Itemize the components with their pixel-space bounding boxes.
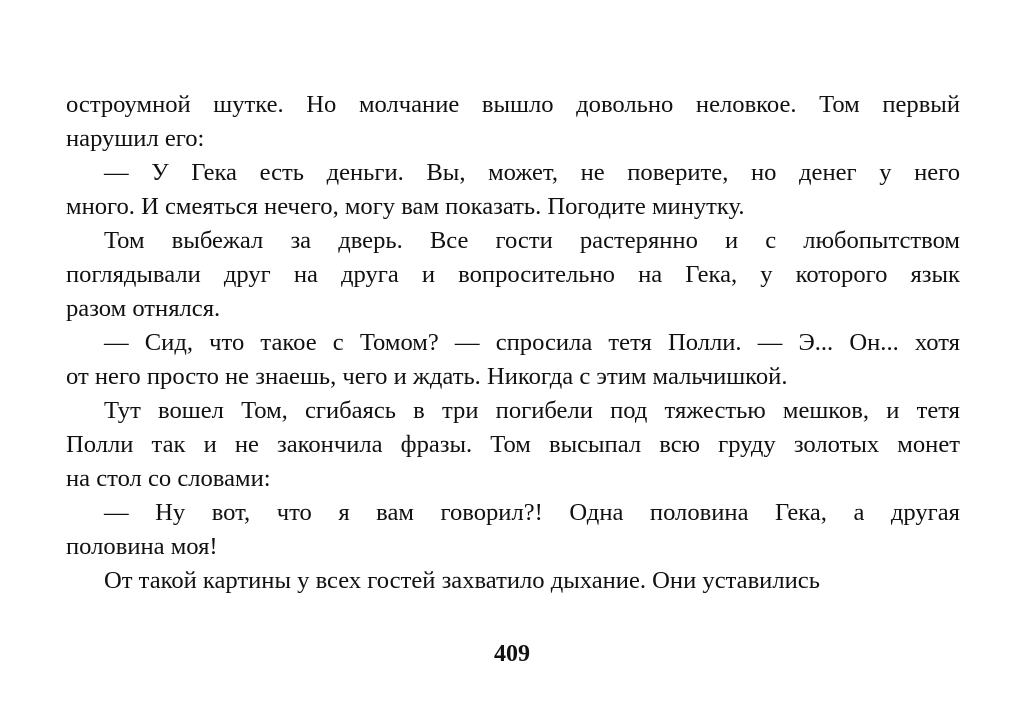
text-line: остроумной шутке. Но молчание вышло довольно неловкое. Том первый: [66, 91, 960, 118]
text-line: на стол со словами:: [66, 465, 271, 492]
text-line: Том выбежал за дверь. Все гости растерянно и с любопытством: [104, 227, 960, 254]
page-body: [66, 88, 960, 598]
text-line: много. И смеяться нечего, могу вам показать. Погодите минутку.: [66, 193, 745, 220]
text-line: половина моя!: [66, 533, 218, 560]
text-line: — Сид, что такое с Томом? — спросила тетя Полли. — Э... Он... хотя: [104, 329, 960, 356]
text-line: от него просто не знаешь, чего и ждать. Никогда с этим мальчишкой.: [66, 363, 788, 390]
paragraph: [66, 156, 960, 224]
paragraph: [66, 496, 960, 564]
text-line: — Ну вот, что я вам говорил?! Одна половина Гека, а другая: [104, 499, 960, 526]
paragraph: [66, 394, 960, 496]
paragraph: [66, 564, 960, 598]
text-line: Тут вошел Том, сгибаясь в три погибели под тяжестью мешков, и тетя: [104, 397, 960, 424]
paragraph: [66, 224, 960, 326]
paragraph: [66, 88, 960, 156]
text-line: разом отнялся.: [66, 295, 221, 322]
text-line: нарушил его:: [66, 125, 205, 152]
text-line: Полли так и не закончила фразы. Том высыпал всю груду золотых монет: [66, 431, 960, 458]
paragraph: [66, 326, 960, 394]
page-number: 409: [494, 641, 530, 667]
text-line: От такой картины у всех гостей захватило дыхание. Они уставились: [104, 567, 820, 594]
text-line: поглядывали друг на друга и вопросительно на Гека, у которого язык: [66, 261, 960, 288]
text-line: — У Гека есть деньги. Вы, может, не поверите, но денег у него: [104, 159, 960, 186]
